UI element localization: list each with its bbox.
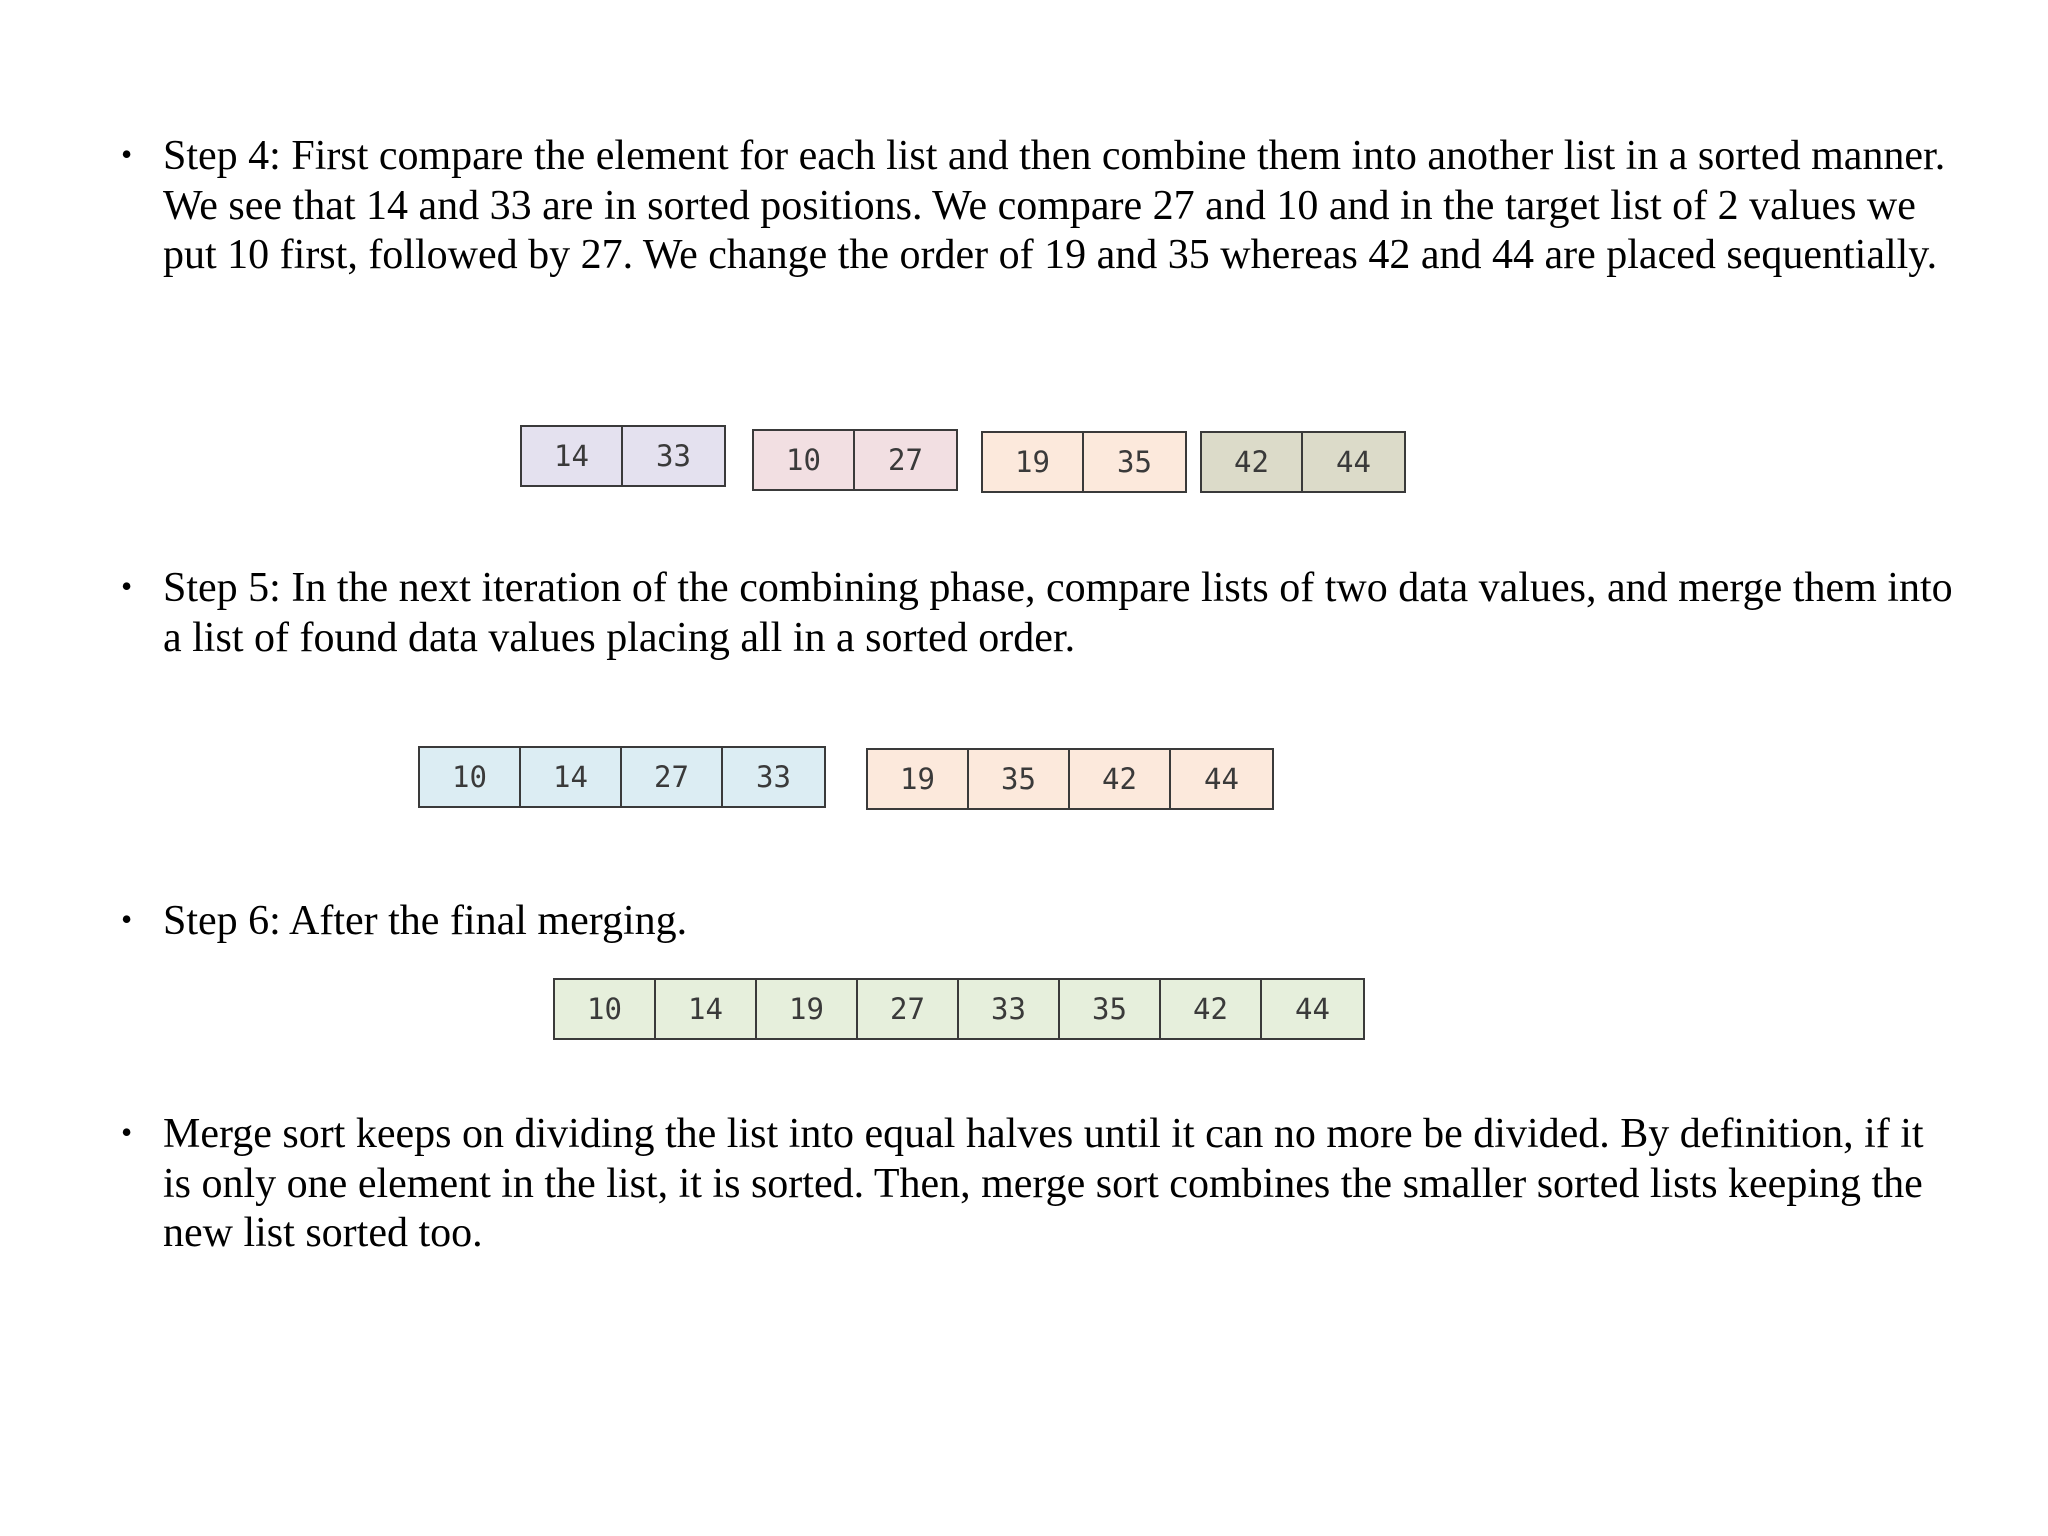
step4-list-3 bbox=[981, 431, 1187, 493]
summary-paragraph: Merge sort keeps on dividing the list into equal halves until it can no more be divided. By definition, if it is only one element in the list, it is sorted. Then, merge sort combines the smaller sorted lists keeping the new list sorted too. bbox=[163, 1111, 1924, 1256]
bullet-dot-icon: • bbox=[121, 1114, 133, 1150]
list-cell: 19 bbox=[757, 980, 858, 1038]
list-cell: 35 bbox=[1060, 980, 1161, 1038]
list-cell: 35 bbox=[1117, 445, 1152, 479]
list-cell: 19 bbox=[983, 433, 1084, 491]
summary-text bbox=[121, 1110, 1953, 1259]
list-cell: 10 bbox=[420, 748, 521, 806]
bullet-dot-icon: • bbox=[121, 136, 133, 172]
step4-list-2 bbox=[752, 429, 958, 491]
list-cell: 42 bbox=[1161, 980, 1262, 1038]
list-cell: 35 bbox=[969, 750, 1070, 808]
step5-list-1 bbox=[418, 746, 826, 808]
step5-list-2 bbox=[866, 748, 1274, 810]
list-cell: 33 bbox=[756, 760, 791, 794]
list-cell: 44 bbox=[1336, 445, 1371, 479]
step4-list-1 bbox=[520, 425, 726, 487]
step-5-text bbox=[121, 564, 1953, 663]
list-cell: 27 bbox=[888, 443, 923, 477]
bullet-dot-icon: • bbox=[121, 568, 133, 604]
list-cell: 14 bbox=[522, 427, 623, 485]
step-5-paragraph: Step 5: In the next iteration of the combining phase, compare lists of two data values, and merge them into a list of found data values placing all in a sorted order. bbox=[163, 565, 1953, 661]
step-4-text bbox=[121, 132, 1953, 281]
list-cell: 42 bbox=[1202, 433, 1303, 491]
list-cell: 10 bbox=[555, 980, 656, 1038]
step-6-text bbox=[121, 897, 1953, 947]
list-cell: 14 bbox=[521, 748, 622, 806]
list-cell: 27 bbox=[858, 980, 959, 1038]
bullet-dot-icon: • bbox=[121, 901, 133, 937]
step6-list-final bbox=[553, 978, 1365, 1040]
list-cell: 42 bbox=[1070, 750, 1171, 808]
list-cell: 33 bbox=[959, 980, 1060, 1038]
list-cell: 33 bbox=[656, 439, 691, 473]
step-6-paragraph: Step 6: After the final merging. bbox=[163, 898, 688, 944]
step4-list-4 bbox=[1200, 431, 1406, 493]
step-4-paragraph: Step 4: First compare the element for each list and then combine them into another list in a sorted manner. We see that 14 and 33 are in sorted positions. We compare 27 and 10 and in the target list of 2 values we put 10 first, followed by 27. We change the order of 19 and 35 whereas 42 and 44 are placed sequentially. bbox=[163, 133, 1946, 278]
list-cell: 10 bbox=[754, 431, 855, 489]
list-cell: 19 bbox=[868, 750, 969, 808]
list-cell: 27 bbox=[622, 748, 723, 806]
list-cell: 44 bbox=[1204, 762, 1239, 796]
list-cell: 44 bbox=[1295, 992, 1330, 1026]
list-cell: 14 bbox=[656, 980, 757, 1038]
